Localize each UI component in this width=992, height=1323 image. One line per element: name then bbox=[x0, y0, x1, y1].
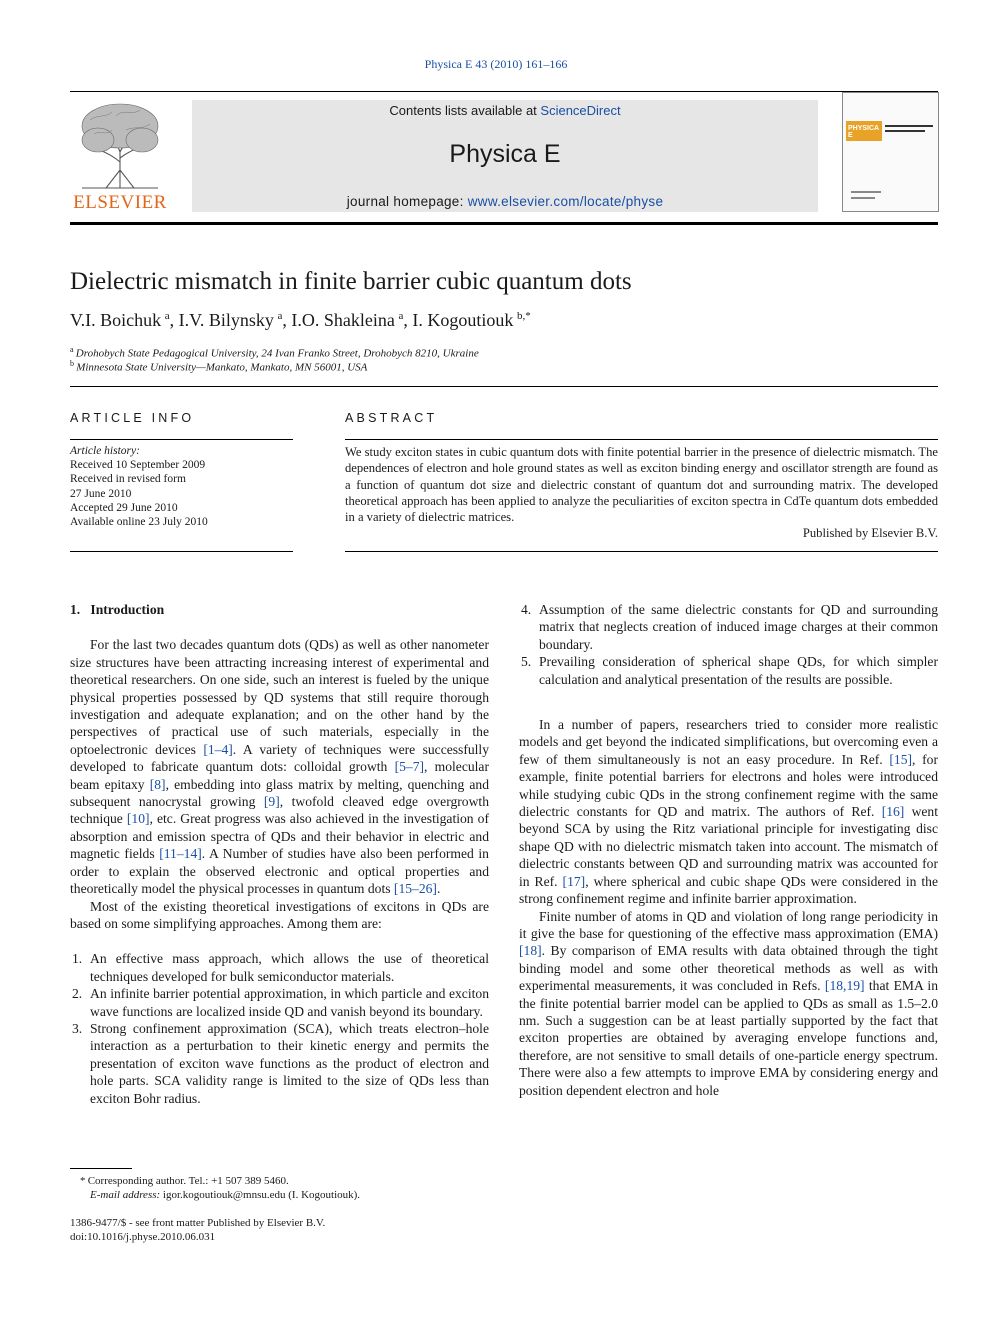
citation-link[interactable]: [8] bbox=[149, 776, 166, 792]
header-top-rule bbox=[70, 91, 938, 92]
doi-link[interactable]: doi:10.1016/j.physe.2010.06.031 bbox=[70, 1231, 216, 1243]
elsevier-tree-icon bbox=[76, 100, 164, 190]
citation-link[interactable]: [10] bbox=[126, 811, 150, 827]
abstract-body bbox=[345, 444, 938, 542]
citation-link[interactable]: [9] bbox=[263, 794, 280, 810]
journal-name: Physica E bbox=[449, 140, 561, 168]
affiliation-sup: b bbox=[70, 359, 74, 368]
citation-link[interactable]: [15–26] bbox=[393, 881, 437, 897]
article-title: Dielectric mismatch in finite barrier cubic quantum dots bbox=[70, 268, 632, 295]
list-item: 1. An effective mass approach, which allows the use of theoretical techniques developed for bulk semiconductor materials. bbox=[72, 951, 489, 984]
simplification-list bbox=[70, 950, 489, 1107]
affiliation bbox=[70, 359, 367, 374]
contents-prefix: Contents lists available at bbox=[389, 103, 541, 118]
intro-paragraph: Most of the existing theoretical investigations of excitons in QDs are based on some simplifying approaches. Among them are: bbox=[70, 898, 489, 931]
abstract-bottom-rule bbox=[345, 551, 938, 552]
affiliation-text: Minnesota State University—Mankato, Mankato, MN 56001, USA bbox=[76, 361, 368, 374]
footnote-rule bbox=[70, 1168, 132, 1169]
cover-decoration bbox=[885, 130, 925, 132]
simplification-list-continued bbox=[519, 601, 938, 688]
section-heading bbox=[70, 601, 489, 618]
title-rule bbox=[70, 386, 938, 387]
homepage-link[interactable]: www.elsevier.com/locate/physe bbox=[467, 194, 664, 209]
author-list: V.I. Boichuk $^a$, I.V. Bilynsky $^a$, I.O. Shakleina $^a$, I. Kogoutiouk $^{b,*}$ bbox=[70, 310, 531, 330]
citation-link[interactable]: [1–4] bbox=[203, 741, 233, 757]
citation-link[interactable]: [15] bbox=[889, 751, 913, 767]
contents-line bbox=[192, 103, 818, 118]
author-name[interactable]: I. Kogoutiouk bbox=[412, 310, 514, 330]
citation-link[interactable]: [18] bbox=[519, 943, 542, 959]
history-item: Received 10 September 2009 bbox=[70, 459, 206, 472]
author-name[interactable]: I.V. Bilynsky bbox=[178, 310, 274, 330]
citation-link[interactable]: [5–7] bbox=[394, 759, 425, 775]
affiliation-text: Drohobych State Pedagogical University, 24 Ivan Franko Street, Drohobych 8210, Ukraine bbox=[75, 347, 479, 360]
body-left-column bbox=[70, 601, 489, 1107]
history-item: Available online 23 July 2010 bbox=[70, 516, 208, 529]
affiliation bbox=[70, 345, 479, 360]
intro-paragraph: Finite number of atoms in QD and violation of long range periodicity in it give the base for questioning of the effective mass approximation (EMA) [18]. By comparison of EMA results with data obtained through the tight binding model and some other theoretical methods as well as with experimental measurements, it was concluded in Refs. [18,19] that EMA in the finite potential barrier model can be applied to QDs as small as 1.5–2.0 nm. Such a suggestion can be at least partially supported by the fact that exciton properties are obtained by averaging envelope functions and, therefore, are not sensitive to small details of one-particle energy spectrum. There were also a few attempts to improve EMA by considering energy and position dependent electron and hole bbox=[519, 908, 938, 1098]
author-affil-sup[interactable]: b,* bbox=[516, 310, 531, 322]
history-item: Accepted 29 June 2010 bbox=[70, 501, 178, 514]
author-affil-sup[interactable]: a bbox=[164, 310, 170, 322]
header-bottom-rule bbox=[70, 222, 938, 225]
section-number: 1. bbox=[70, 602, 81, 617]
homepage-line bbox=[192, 194, 818, 209]
footnote-asterisk: * bbox=[80, 1175, 88, 1187]
list-item: 4. Assumption of the same dielectric constants for QD and surrounding matrix that neglects creation of induced image charges at their common boundary. bbox=[521, 602, 938, 652]
elsevier-wordmark: ELSEVIER bbox=[73, 192, 167, 213]
history-item: 27 June 2010 bbox=[70, 487, 132, 500]
article-info-rule bbox=[70, 439, 293, 440]
abstract-heading: ABSTRACT bbox=[345, 411, 438, 425]
journal-banner bbox=[192, 100, 818, 212]
cover-decoration bbox=[885, 125, 933, 127]
abstract-rule bbox=[345, 439, 938, 440]
body-right-column bbox=[519, 601, 938, 1099]
list-item: 3. Strong confinement approximation (SCA), which treats electron–hole interaction as a perturbation to their kinetic energy and permits the presentation of exciton wave functions as the product of electron and hole parts. SCA validity range is limited to the size of QDs less than exciton Bohr radius. bbox=[72, 1020, 489, 1106]
abstract-publisher: Published by Elsevier B.V. bbox=[802, 526, 938, 541]
list-item: 5. Prevailing consideration of spherical shape QDs, for which simpler calculation and analytical presentation of the results are possible. bbox=[521, 654, 938, 687]
article-history bbox=[70, 444, 293, 529]
cover-decoration bbox=[851, 191, 881, 193]
citation-link[interactable]: [16] bbox=[881, 804, 905, 820]
email-link[interactable]: igor.kogoutiouk@mnsu.edu (I. Kogoutiouk). bbox=[162, 1189, 361, 1201]
citation-link[interactable]: [18,19] bbox=[824, 978, 865, 994]
journal-cover-thumbnail[interactable] bbox=[842, 92, 939, 212]
history-label: Article history: bbox=[70, 445, 140, 457]
article-info-bottom-rule bbox=[70, 551, 293, 552]
author-affil-sup[interactable]: a bbox=[398, 310, 404, 322]
journal-citation[interactable]: Physica E 43 (2010) 161–166 bbox=[424, 57, 568, 71]
email-note bbox=[90, 1189, 360, 1201]
affiliation-sup: a bbox=[70, 345, 74, 354]
list-item: 2. An infinite barrier potential approximation, in which particle and exciton wave functions are localized inside QD and vanish beyond its boundary. bbox=[72, 986, 489, 1019]
cover-decoration bbox=[851, 197, 875, 199]
citation-link[interactable]: [11–14] bbox=[159, 846, 202, 862]
homepage-prefix: journal homepage: bbox=[346, 194, 468, 209]
intro-paragraph: In a number of papers, researchers tried to consider more realistic models and get beyond the indicated simplifications, but overcoming even a few of them simultaneously is not an easy procedure. In Ref. [15], for example, finite potential barriers for electrons and holes were introduced while studying cubic QDs in the strong confinement regime with the same dielectric constants for QD and matrix. The authors of Ref. [16] went beyond SCA by using the Ritz variational principle for investigating disc shape QD with no dielectric mismatch taken into account. The mismatch of dielectric constants between QD and surrounding matrix was accounted for in Ref. [17], where spherical and cubic shape QDs were considered in the strong confinement regime and infinite barrier approximation. bbox=[519, 717, 938, 907]
corresponding-author-note: * Corresponding author. Tel.: +1 507 389 5460. bbox=[80, 1175, 289, 1187]
history-item: Received in revised form bbox=[70, 473, 186, 486]
intro-paragraph: For the last two decades quantum dots (QDs) as well as other nanometer size structures have been attracting increasing interest of experimental and theoretical researchers. On one side, such an interest is fueled by the unique physical properties possessed by QD systems that still require thorough investigation and adequate explanation; and on the other hand by the perspectives of practical use of such materials, especially in the optoelectronic devices [1–4]. A variety of techniques were successfully developed to fabricate quantum dots: colloidal growth [5–7], molecular beam epitaxy [8], embedding into glass matrix by melting, quenching and subsequent nanocrystal growing [9], twofold cleaved edge overgrowth technique [10], etc. Great progress was also achieved in the investigation of absorption and emission spectra of QDs and their behavior in electric and magnetic fields [11–14]. A Number of studies have also been performed in order to explain the observed electronic and optical properties and theoretically model the physical processes in quantum dots [15–26]. bbox=[70, 637, 490, 897]
article-info-heading: ARTICLE INFO bbox=[70, 411, 195, 425]
elsevier-logo[interactable] bbox=[70, 100, 170, 212]
sciencedirect-link[interactable]: ScienceDirect bbox=[540, 103, 621, 118]
email-label: E-mail address: bbox=[90, 1189, 161, 1201]
author-name[interactable]: V.I. Boichuk bbox=[70, 310, 162, 330]
abstract-text: We study exciton states in cubic quantum dots with finite potential barrier in the presence of dielectric mismatch. The dependences of electron and hole ground states as well as exciton binding energy and oscillator strength are found as a function of quantum dot size and dielectric constant of quantum dot and surrounding matrix. The developed theoretical approach has been applied to analyze the peculiarities of exciton spectra in CdTe quantum dots embedded in a variety of dielectric matrices. bbox=[345, 445, 938, 525]
citation-link[interactable]: [17] bbox=[562, 873, 586, 889]
author-affil-sup[interactable]: a bbox=[277, 310, 283, 322]
issn-line: 1386-9477/$ - see front matter Published by Elsevier B.V. bbox=[70, 1217, 326, 1229]
author-name[interactable]: I.O. Shakleina bbox=[291, 310, 395, 330]
section-title: Introduction bbox=[90, 602, 165, 617]
cover-badge: PHYSICA E bbox=[846, 121, 882, 141]
